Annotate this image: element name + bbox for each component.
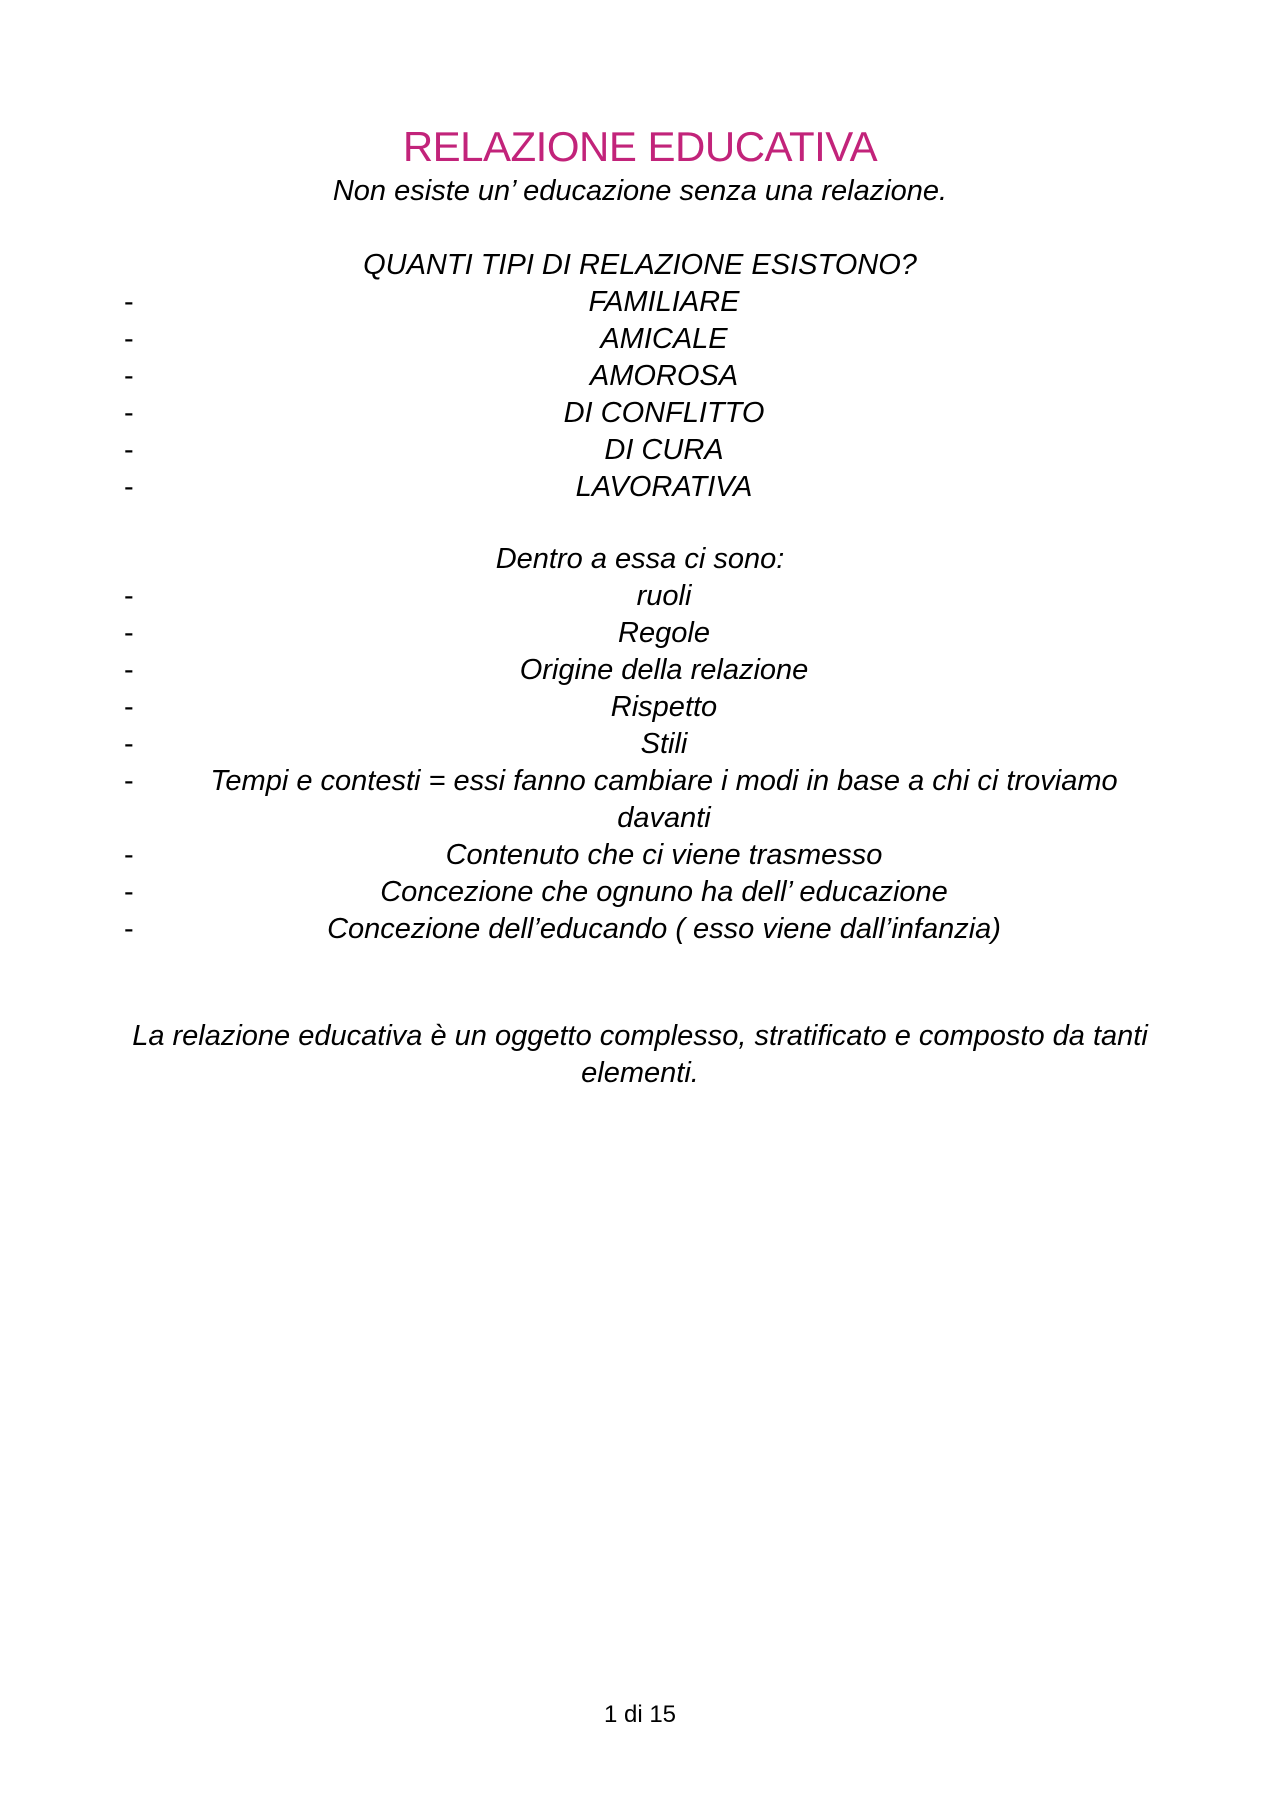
list-item-text: Stili [640, 728, 688, 760]
bullet-dash: - [124, 728, 134, 760]
list-item [0, 763, 1280, 837]
relation-types-heading: QUANTI TIPI DI RELAZIONE ESISTONO? [363, 249, 917, 281]
list-item [0, 652, 1280, 689]
bullet-dash: - [124, 434, 134, 466]
list-item [0, 469, 1280, 506]
bullet-dash: - [124, 286, 134, 318]
list-item-text: Tempi e contesti = essi fanno cambiare i modi in base a chi ci troviamo davanti [210, 765, 1118, 834]
list-item-text: Contenuto che ci viene trasmesso [445, 839, 883, 871]
list-item-text: Origine della relazione [519, 654, 809, 686]
page-number: 1 di 15 [603, 1701, 677, 1728]
list-item [0, 615, 1280, 652]
bullet-dash: - [124, 397, 134, 429]
list-item-text: Regole [618, 617, 710, 649]
list-item [0, 358, 1280, 395]
list-item [0, 726, 1280, 763]
list-item-text: FAMILIARE [588, 286, 740, 318]
list-item [0, 578, 1280, 615]
list-item-text: Concezione dell’educando ( esso viene dall’infanzia) [327, 913, 1001, 945]
bullet-dash: - [124, 691, 134, 723]
elements-list [0, 578, 1280, 948]
list-item-text: Rispetto [610, 691, 718, 723]
list-item [0, 432, 1280, 469]
bullet-dash: - [124, 765, 134, 797]
bullet-dash: - [124, 654, 134, 686]
list-item [0, 284, 1280, 321]
bullet-dash: - [124, 876, 134, 908]
bullet-dash: - [124, 323, 134, 355]
list-item [0, 395, 1280, 432]
list-item-text: Concezione che ognuno ha dell’ educazione [380, 876, 948, 908]
list-item-text: DI CONFLITTO [563, 397, 765, 429]
bullet-dash: - [124, 360, 134, 392]
document-subtitle: Non esiste un’ educazione senza una relazione. [332, 175, 948, 207]
conclusion-paragraph: La relazione educativa è un oggetto complesso, stratificato e composto da tanti elementi. [132, 1020, 1148, 1089]
bullet-dash: - [124, 839, 134, 871]
list-item-text: ruoli [636, 580, 692, 612]
list-item-text: AMOROSA [589, 360, 739, 392]
list-item [0, 321, 1280, 358]
bullet-dash: - [124, 580, 134, 612]
relation-types-list [0, 284, 1280, 506]
list-item-text: LAVORATIVA [575, 471, 753, 503]
list-item-text: AMICALE [600, 323, 728, 355]
list-item-text: DI CURA [604, 434, 724, 466]
bullet-dash: - [124, 617, 134, 649]
list-item [0, 689, 1280, 726]
document-title: RELAZIONE EDUCATIVA [402, 123, 878, 170]
bullet-dash: - [124, 471, 134, 503]
list-item [0, 874, 1280, 911]
elements-heading: Dentro a essa ci sono: [495, 543, 785, 575]
list-item [0, 911, 1280, 948]
bullet-dash: - [124, 913, 134, 945]
list-item [0, 837, 1280, 874]
